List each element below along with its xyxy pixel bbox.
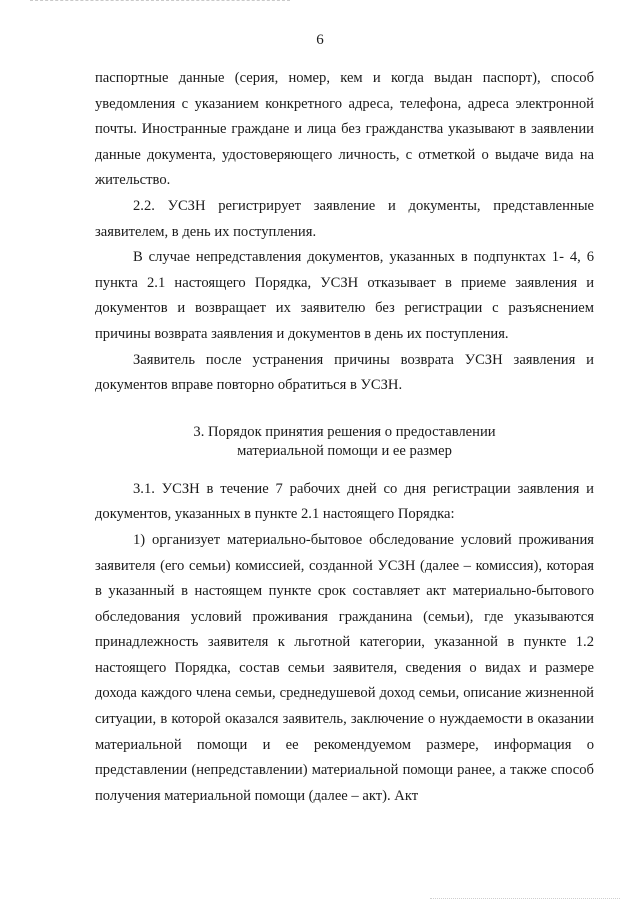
section-heading-line-1: 3. Порядок принятия решения о предоставлении — [193, 423, 496, 440]
paragraph-2-2: 2.2. УСЗН регистрирует заявление и документы, представленные заявителем, в день их поступления. — [95, 197, 594, 240]
paragraph-passport-data: паспортные данные (серия, номер, кем и когда выдан паспорт), способ уведомления с указанием конкретного адреса, телефона, адреса электронной почты. Иностранные граждане и лица без гражданства указывают в заявлении данные документа, удостоверяющего личность, с отметкой о выдаче вида на жительство. — [95, 70, 594, 189]
scan-artifact-top — [30, 0, 290, 3]
scan-artifact-bottom — [430, 898, 620, 901]
section-heading-line-2: материальной помощи и ее размер — [237, 442, 452, 459]
paragraph-refusal: В случае непредставления документов, указанных в подпунктах 1- 4, 6 пункта 2.1 настоящего Порядка, УСЗН отказывает в приеме заявления и документов и возвращает их заявителю без регистрации с разъяснением причины возврата заявления и документов в день их поступления. — [95, 249, 594, 342]
paragraph-3-1: 3.1. УСЗН в течение 7 рабочих дней со дня регистрации заявления и документов, указанных в пункте 2.1 настоящего Порядка: — [95, 480, 594, 523]
page-number: 6 — [316, 32, 324, 48]
section-3-heading — [95, 423, 594, 461]
paragraph-3-1-item-1: 1) организует материально-бытовое обследование условий проживания заявителя (его семьи) комиссией, созданной УСЗН (далее – комиссия), которая в указанный в настоящем пункте срок составляет акт материально-бытового обследования условий проживания гражданина (семьи), где указываются принадлежность заявителя к льготной категории, указанной в пункте 1.2 настоящего Порядка, состав семьи заявителя, сведения о видах и размере дохода каждого члена семьи, среднедушевой доход семьи, описание жизненной ситуации, в которой оказался заявитель, заключение о нуждаемости в оказании материальной помощи и ее рекомендуемом размере, информация о представлении (непредставлении) материальной помощи ранее, а также способ получения материальной помощи (далее – акт). Акт — [95, 531, 594, 804]
paragraph-resubmission: Заявитель после устранения причины возврата УСЗН заявления и документов вправе повторно обратиться в УСЗН. — [95, 351, 594, 394]
document-body — [95, 66, 594, 809]
